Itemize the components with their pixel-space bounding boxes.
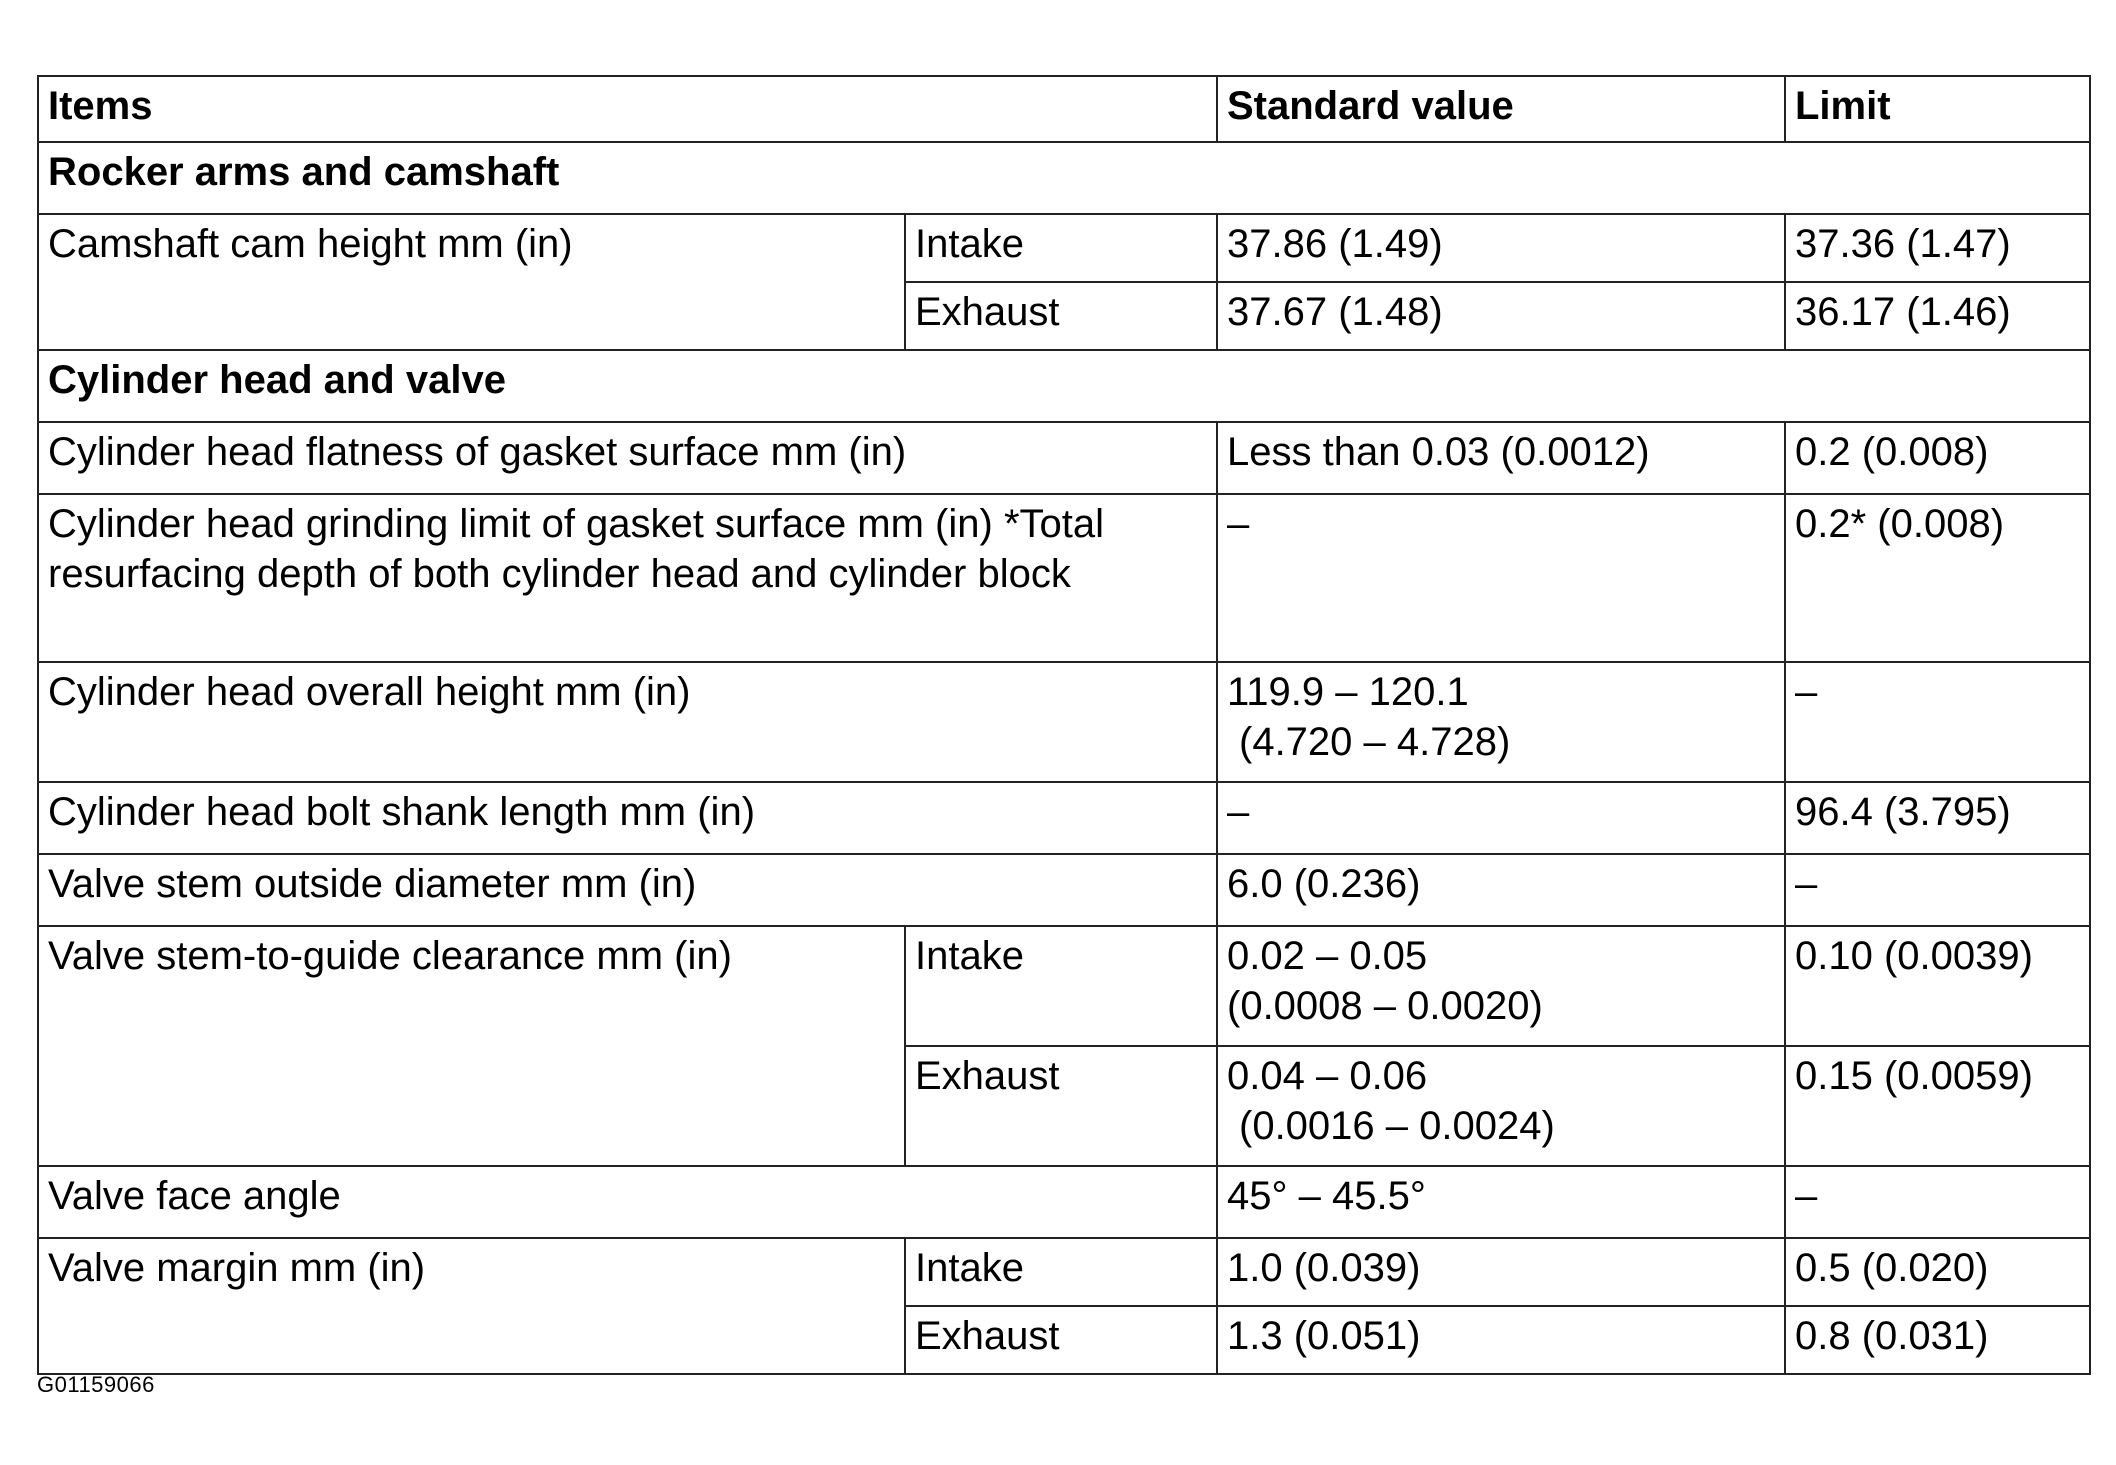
- sub-item-cell: Exhaust: [905, 282, 1217, 350]
- sub-item-cell: Exhaust: [905, 1306, 1217, 1374]
- standard-value-cell: [1217, 662, 1785, 782]
- sub-item-cell: Intake: [905, 1238, 1217, 1306]
- limit-cell: 36.17 (1.46): [1785, 282, 2090, 350]
- item-cell: Valve stem outside diameter mm (in): [38, 854, 1217, 926]
- item-cell: Cylinder head grinding limit of gasket surface mm (in) *Total resurfacing depth of both cylinder head and cylinder block: [38, 494, 1217, 662]
- limit-cell: 0.8 (0.031): [1785, 1306, 2090, 1374]
- standard-value-cell: 37.86 (1.49): [1217, 214, 1785, 282]
- standard-value-line: (0.0008 – 0.0020): [1227, 984, 1543, 1028]
- standard-value-cell: 45° – 45.5°: [1217, 1166, 1785, 1238]
- limit-cell: 0.10 (0.0039): [1785, 926, 2090, 1046]
- standard-value-cell: 6.0 (0.236): [1217, 854, 1785, 926]
- standard-value-cell: [1217, 926, 1785, 1046]
- limit-cell: 0.5 (0.020): [1785, 1238, 2090, 1306]
- table-row: [38, 214, 2090, 282]
- standard-value-line: (4.720 – 4.728): [1239, 720, 1511, 764]
- table-row: [38, 1166, 2090, 1238]
- limit-cell: 0.2 (0.008): [1785, 422, 2090, 494]
- standard-value-cell: –: [1217, 494, 1785, 662]
- standard-value-cell: –: [1217, 782, 1785, 854]
- limit-cell: –: [1785, 1166, 2090, 1238]
- item-cell: Valve face angle: [38, 1166, 1217, 1238]
- item-cell: Cylinder head overall height mm (in): [38, 662, 1217, 782]
- limit-cell: 37.36 (1.47): [1785, 214, 2090, 282]
- item-cell: Valve stem-to-guide clearance mm (in): [38, 926, 905, 1166]
- standard-value-cell: 37.67 (1.48): [1217, 282, 1785, 350]
- item-cell: Camshaft cam height mm (in): [38, 214, 905, 350]
- standard-value-line: 119.9 – 120.1: [1227, 670, 1469, 714]
- item-cell: Cylinder head bolt shank length mm (in): [38, 782, 1217, 854]
- table-row: [38, 782, 2090, 854]
- limit-cell: 0.15 (0.0059): [1785, 1046, 2090, 1166]
- limit-cell: –: [1785, 662, 2090, 782]
- section-row: [38, 350, 2090, 422]
- table-row: [38, 1238, 2090, 1306]
- table-row: [38, 926, 2090, 1046]
- standard-value-line: 0.02 – 0.05: [1227, 934, 1428, 978]
- sub-item-cell: Intake: [905, 926, 1217, 1046]
- standard-value-cell: [1217, 1046, 1785, 1166]
- standard-value-line: 0.04 – 0.06: [1227, 1054, 1428, 1098]
- sub-item-cell: Exhaust: [905, 1046, 1217, 1166]
- header-items: Items: [38, 76, 1217, 142]
- table-row: [38, 422, 2090, 494]
- table-row: [38, 854, 2090, 926]
- item-cell: Cylinder head flatness of gasket surface mm (in): [38, 422, 1217, 494]
- header-row: [38, 76, 2090, 142]
- section-title: Cylinder head and valve: [38, 350, 2090, 422]
- limit-cell: 0.2* (0.008): [1785, 494, 2090, 662]
- section-title: Rocker arms and camshaft: [38, 142, 2090, 214]
- limit-cell: –: [1785, 854, 2090, 926]
- figure-id: G01159066: [37, 1372, 155, 1397]
- spec-table: [37, 75, 2091, 1375]
- standard-value-cell: 1.0 (0.039): [1217, 1238, 1785, 1306]
- standard-value-cell: Less than 0.03 (0.0012): [1217, 422, 1785, 494]
- standard-value-line: (0.0016 – 0.0024): [1239, 1104, 1555, 1148]
- item-cell: Valve margin mm (in): [38, 1238, 905, 1374]
- standard-value-cell: 1.3 (0.051): [1217, 1306, 1785, 1374]
- sub-item-cell: Intake: [905, 214, 1217, 282]
- table-row: [38, 494, 2090, 662]
- limit-cell: 96.4 (3.795): [1785, 782, 2090, 854]
- header-limit: Limit: [1785, 76, 2090, 142]
- header-standard-value: Standard value: [1217, 76, 1785, 142]
- table-row: [38, 662, 2090, 782]
- section-row: [38, 142, 2090, 214]
